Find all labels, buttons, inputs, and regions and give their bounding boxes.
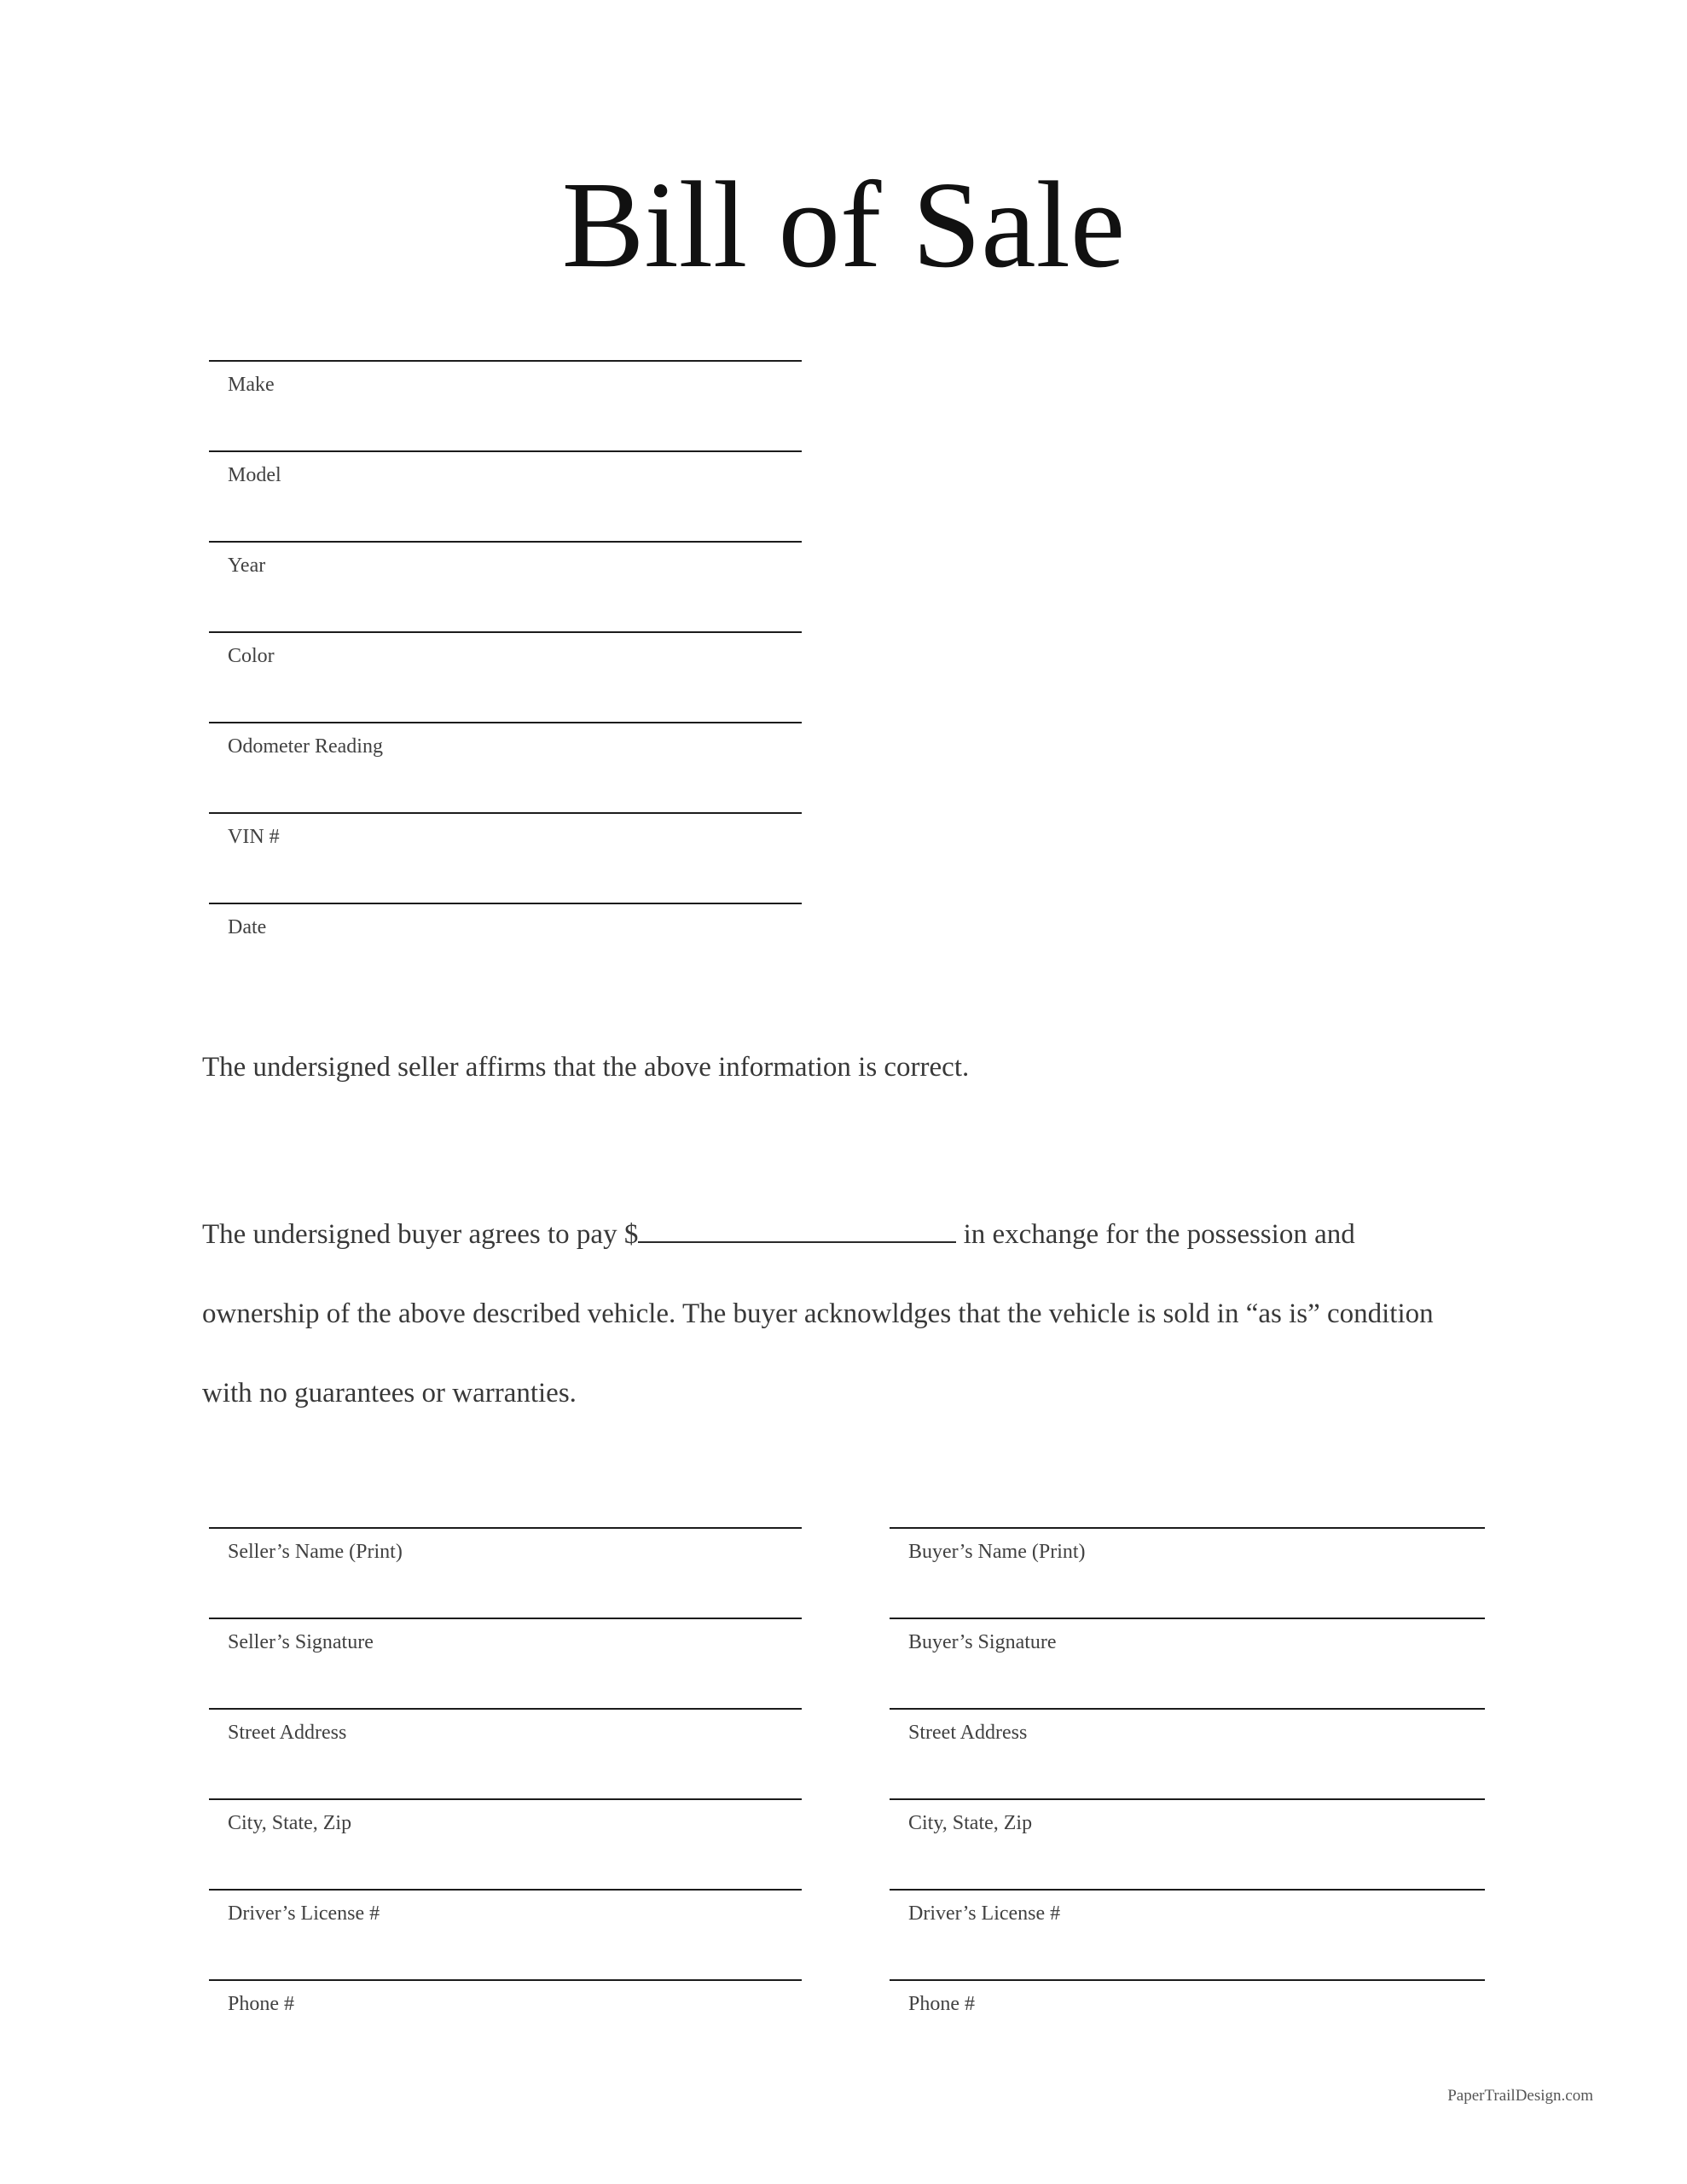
field-label-seller-drivers-license: Driver’s License #	[228, 1902, 380, 1925]
seller-affirmation-statement: The undersigned seller affirms that the above information is correct.	[202, 1052, 970, 1083]
buyer-agreement-prefix: The undersigned buyer agrees to pay $	[202, 1219, 639, 1250]
field-seller-street-address[interactable]	[209, 1708, 802, 1798]
field-year[interactable]	[209, 541, 802, 631]
field-label-buyer-city-state-zip: City, State, Zip	[908, 1812, 1033, 1834]
field-label-buyer-signature: Buyer’s Signature	[908, 1631, 1057, 1653]
field-buyer-street-address[interactable]	[890, 1708, 1485, 1798]
field-vin[interactable]	[209, 812, 802, 903]
field-seller-city-state-zip[interactable]	[209, 1798, 802, 1889]
field-label-date: Date	[228, 916, 267, 938]
field-buyer-signature[interactable]	[890, 1618, 1485, 1708]
buyer-column	[890, 1527, 1485, 2070]
field-label-make: Make	[228, 374, 275, 396]
page-title: Bill of Sale	[561, 157, 1126, 293]
buyer-agreement-statement	[202, 1195, 1456, 1433]
field-label-buyer-name: Buyer’s Name (Print)	[908, 1541, 1086, 1563]
field-model[interactable]	[209, 450, 802, 541]
field-label-seller-street-address: Street Address	[228, 1722, 347, 1744]
field-label-buyer-phone: Phone #	[908, 1993, 975, 2015]
footer-credit: PaperTrailDesign.com	[1447, 2087, 1593, 2105]
field-label-seller-signature: Seller’s Signature	[228, 1631, 374, 1653]
field-label-year: Year	[228, 555, 266, 577]
field-label-seller-phone: Phone #	[228, 1993, 294, 2015]
field-buyer-drivers-license[interactable]	[890, 1889, 1485, 1979]
signature-section	[209, 1527, 1485, 2070]
field-seller-drivers-license[interactable]	[209, 1889, 802, 1979]
field-label-odometer-reading: Odometer Reading	[228, 735, 383, 758]
field-make[interactable]	[209, 360, 802, 450]
field-buyer-phone[interactable]	[890, 1979, 1485, 2070]
field-label-buyer-drivers-license: Driver’s License #	[908, 1902, 1061, 1925]
amount-blank[interactable]	[638, 1216, 956, 1243]
buyer-agreement-suffix: in exchange for the possession and ownership of the above described vehicle. The buyer acknowldges that the vehicle is sold in “as is” condition with no guarantees or warranties.	[202, 1219, 1434, 1409]
field-label-model: Model	[228, 464, 281, 486]
field-seller-phone[interactable]	[209, 1979, 802, 2070]
vehicle-info-section	[209, 360, 802, 993]
field-odometer-reading[interactable]	[209, 722, 802, 812]
field-buyer-city-state-zip[interactable]	[890, 1798, 1485, 1889]
field-label-seller-city-state-zip: City, State, Zip	[228, 1812, 352, 1834]
field-label-seller-name: Seller’s Name (Print)	[228, 1541, 403, 1563]
field-label-buyer-street-address: Street Address	[908, 1722, 1028, 1744]
field-color[interactable]	[209, 631, 802, 722]
field-buyer-name[interactable]	[890, 1527, 1485, 1618]
seller-column	[209, 1527, 802, 2070]
field-date[interactable]	[209, 903, 802, 993]
field-seller-name[interactable]	[209, 1527, 802, 1618]
field-label-color: Color	[228, 645, 275, 667]
field-label-vin: VIN #	[228, 826, 280, 848]
field-seller-signature[interactable]	[209, 1618, 802, 1708]
